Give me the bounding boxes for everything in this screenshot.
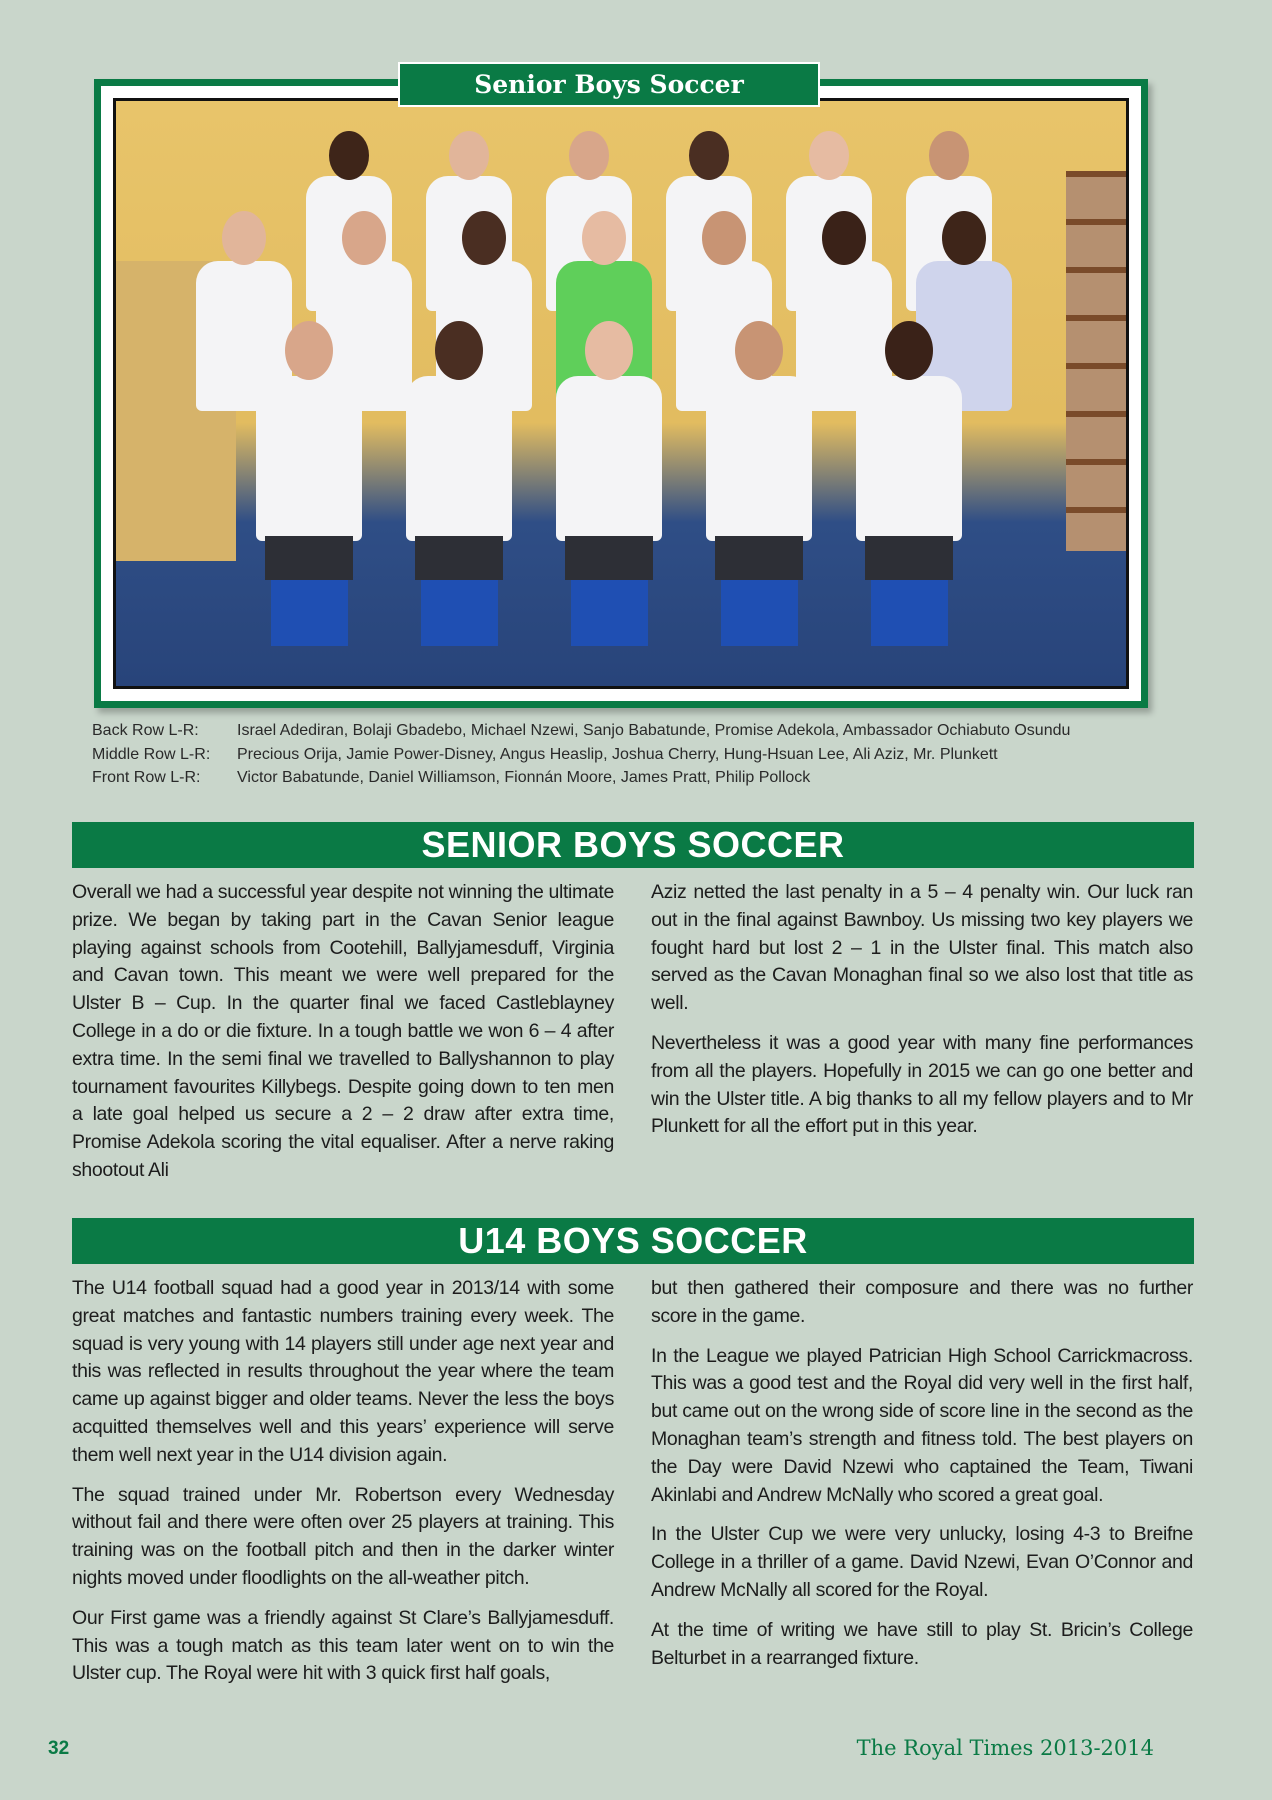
player-head [809, 131, 849, 180]
paragraph: Our First game was a friendly against St Clare’s Ballyjamesduff. This was a tough match as this team later went on to win the Ulster cup. The Royal were hit with 3 quick first half goals, [72, 1606, 614, 1685]
caption-label: Middle Row L-R: [92, 745, 211, 763]
senior-left-column [72, 879, 614, 1197]
player-head [449, 131, 489, 180]
paragraph: The squad trained under Mr. Robertson every Wednesday without fail and there were often over 25 players at training. This training was on the football pitch and then in the darker winter nights moved under floodlights on the all-weather pitch. [72, 1483, 614, 1589]
caption-row-middle [92, 743, 1192, 767]
photo-bookshelf [1066, 171, 1126, 551]
player-jersey [406, 376, 512, 541]
player-socks [271, 580, 348, 646]
player-head [285, 321, 333, 380]
paragraph: Aziz netted the last penalty in a 5 – 4 penalty win. Our luck ran out in the final against Bawnboy. Us missing two key players we fought hard but lost 2 – 1 in the Ulster final. This match also served as the Cavan Monaghan final so we also lost that title as well. [651, 881, 1193, 1015]
player-head [929, 131, 969, 180]
paragraph: Overall we had a successful year despite not winning the ultimate prize. We began by taking part in the Cavan Senior league playing against schools from Cootehill, Ballyjamesduff, Virginia and Cavan town. This meant we were well prepared for the Ulster B – Cup. In the quarter final we faced Castleblayney College in a do or die fixture. In a tough battle we won 6 – 4 after extra time. In the semi final we travelled to Ballyshannon to play tournament favourites Killybegs. Despite going down to ten men a late goal helped us secure a 2 – 2 draw after extra time, Promise Adekola scoring the vital equaliser. After a nerve raking shootout Ali [72, 881, 614, 1181]
page-number: 32 [48, 1738, 70, 1759]
publication-title: The Royal Times 2013-2014 [856, 1736, 1154, 1760]
player-socks [571, 580, 648, 646]
paragraph: At the time of writing we have still to play St. Bricin’s College Belturbet in a rearranged fixture. [651, 1618, 1193, 1669]
photo-title: Senior Boys Soccer [398, 62, 820, 107]
player-socks [721, 580, 798, 646]
player-shorts [415, 536, 503, 580]
paragraph: In the Ulster Cup we were very unlucky, losing 4-3 to Breifne College in a thriller of a game. David Nzewi, Evan O’Connor and Andrew McNally all scored for the Royal. [651, 1523, 1193, 1601]
u14-right-column [651, 1275, 1193, 1684]
player-jersey [706, 376, 812, 541]
caption-row-back [92, 719, 1192, 743]
player-shorts [265, 536, 353, 580]
player-jersey [256, 376, 362, 541]
player-head [435, 321, 483, 380]
senior-heading: SENIOR BOYS SOCCER [72, 822, 1194, 868]
player-shorts [865, 536, 953, 580]
player-head [942, 211, 986, 265]
player-head [885, 321, 933, 380]
player-jersey [856, 376, 962, 541]
player-shorts [565, 536, 653, 580]
player-shorts [715, 536, 803, 580]
player-head [689, 131, 729, 180]
player-head [822, 211, 866, 265]
player-head [329, 131, 369, 180]
caption-row-front [92, 766, 1192, 790]
player-head [702, 211, 746, 265]
team-photo [113, 98, 1129, 689]
player-head [569, 131, 609, 180]
caption-names: Israel Adediran, Bolaji Gbadebo, Michael Nzewi, Sanjo Babatunde, Promise Adekola, Ambassador Ochiabuto Osundu [237, 722, 1071, 739]
player-socks [421, 580, 498, 646]
senior-right-column [651, 879, 1193, 1153]
caption-names: Victor Babatunde, Daniel Williamson, Fionnán Moore, James Pratt, Philip Pollock [237, 769, 811, 786]
paragraph: Nevertheless it was a good year with many fine performances from all the players. Hopefully in 2015 we can go one better and win the Ulster title. A big thanks to all my fellow players and to Mr Plunkett for all the effort put in this year. [651, 1031, 1193, 1138]
team-photo-frame [94, 79, 1148, 708]
player-jersey [556, 376, 662, 541]
photo-caption [92, 719, 1192, 790]
player-head [222, 211, 266, 265]
u14-left-column [72, 1275, 614, 1700]
caption-names: Precious Orija, Jamie Power-Disney, Angus Heaslip, Joshua Cherry, Hung-Hsuan Lee, Ali Aziz, Mr. Plunkett [237, 745, 998, 763]
u14-heading: U14 BOYS SOCCER [72, 1218, 1194, 1264]
paragraph: In the League we played Patrician High School Carrickmacross. This was a good test and the Royal did very well in the first half, but came out on the wrong side of score line in the second as the Monaghan team’s strength and fitness told. The best players on the Day were David Nzewi who captained the Team, Tiwani Akinlabi and Andrew McNally who scored a great goal. [651, 1344, 1193, 1506]
player-head [462, 211, 506, 265]
player-head [342, 211, 386, 265]
player-head [585, 321, 633, 380]
caption-label: Back Row L-R: [92, 722, 199, 739]
player-socks [871, 580, 948, 646]
player-head [582, 211, 626, 265]
caption-label: Front Row L-R: [92, 769, 201, 786]
player-head [735, 321, 783, 380]
paragraph: The U14 football squad had a good year in 2013/14 with some great matches and fantastic numbers training every week. The squad is very young with 14 players still under age next year and this was reflected in results throughout the year where the team came up against bigger and older teams. Never the less the boys acquitted themselves well and this years’ experience will serve them well next year in the U14 division again. [72, 1277, 614, 1466]
paragraph: but then gathered their composure and there was no further score in the game. [651, 1277, 1193, 1327]
